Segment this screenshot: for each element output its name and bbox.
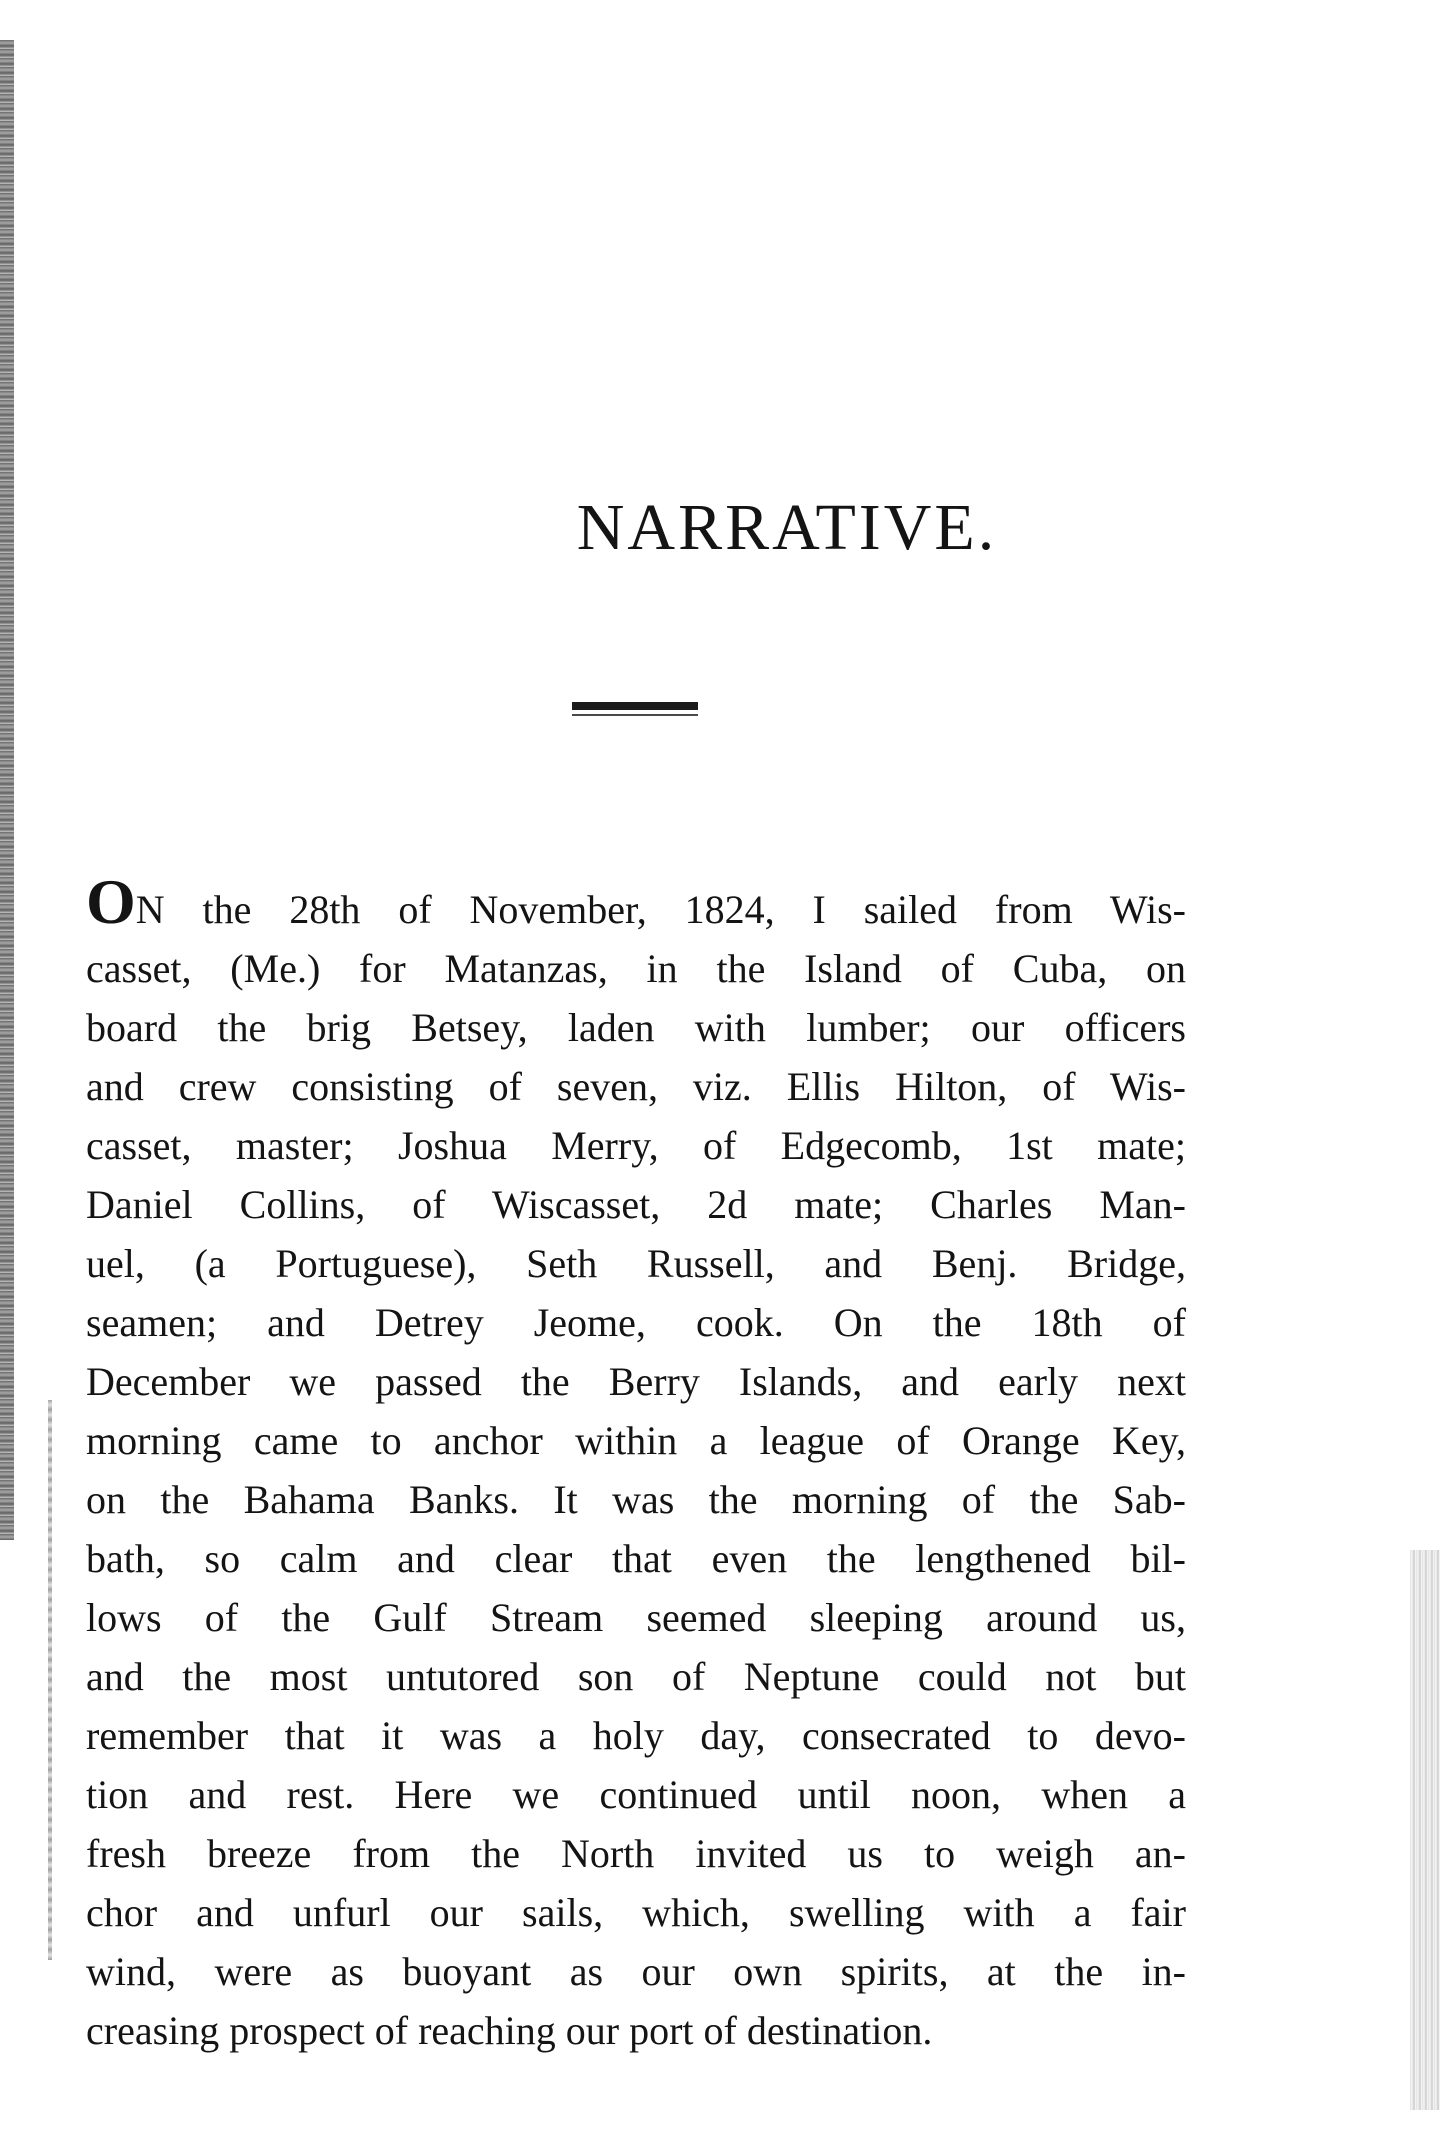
text-line-4: and crew consisting of seven, viz. Ellis Hilton, of Wis- [86, 1064, 1186, 1109]
heading-rule-ornament [572, 702, 698, 718]
text-line-18: chor and unfurl our sails, which, swelling with a fair [86, 1890, 1186, 1935]
ornament-line [572, 714, 698, 716]
ornament-bar [572, 702, 698, 710]
text-line-3: board the brig Betsey, laden with lumber; our officers [86, 1005, 1186, 1050]
text-line-15: remember that it was a holy day, consecrated to devo- [86, 1713, 1186, 1758]
narrative-paragraph [86, 866, 1186, 2060]
text-line-16: tion and rest. Here we continued until noon, when a [86, 1772, 1186, 1817]
text-line-19: wind, were as buoyant as our own spirits, at the in- [86, 1949, 1186, 1994]
binding-edge [0, 40, 14, 1540]
text-line-5: casset, master; Joshua Merry, of Edgecomb, 1st mate; [86, 1123, 1186, 1168]
chapter-heading: NARRATIVE. [576, 491, 998, 564]
text-line-8: seamen; and Detrey Jeome, cook. On the 18th of [86, 1300, 1186, 1345]
text-line-11: on the Bahama Banks. It was the morning of the Sab- [86, 1477, 1186, 1522]
text-line-2: casset, (Me.) for Matanzas, in the Island of Cuba, on [86, 946, 1186, 991]
text-line-1: ON the 28th of November, 1824, I sailed from Wis- [86, 866, 1186, 937]
text-line-10: morning came to anchor within a league of Orange Key, [86, 1418, 1186, 1463]
text-line-9: December we passed the Berry Islands, and early next [86, 1359, 1186, 1404]
text-line-6: Daniel Collins, of Wiscasset, 2d mate; Charles Man- [86, 1182, 1186, 1227]
text-line-13: lows of the Gulf Stream seemed sleeping around us, [86, 1595, 1186, 1640]
text-line-20: creasing prospect of reaching our port of destination. [86, 2008, 933, 2053]
text-line-12: bath, so calm and clear that even the lengthened bil- [86, 1536, 1186, 1581]
text-line-17: fresh breeze from the North invited us to weigh an- [86, 1831, 1186, 1876]
binding-shadow [48, 1400, 52, 1960]
text-line-14: and the most untutored son of Neptune could not but [86, 1654, 1186, 1699]
text-line-7: uel, (a Portuguese), Seth Russell, and Benj. Bridge, [86, 1241, 1186, 1286]
drop-cap: O [86, 866, 136, 937]
page-edge [1410, 1550, 1440, 2110]
